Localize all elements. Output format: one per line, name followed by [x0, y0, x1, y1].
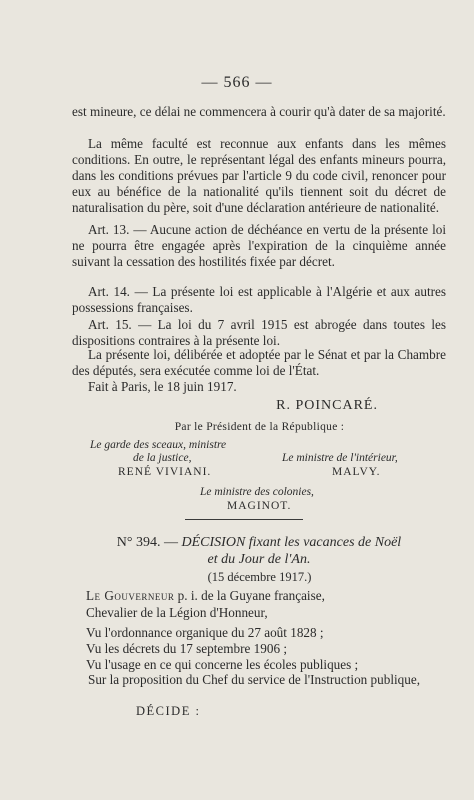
governor-line: [86, 588, 325, 604]
section-divider: [185, 519, 303, 520]
paragraph-children-faculty: [72, 136, 446, 216]
visa-usage: Vu l'usage en ce qui concerne les écoles publiques ;: [86, 657, 359, 672]
interior-minister-name: MALVY.: [332, 466, 381, 478]
decision-number: N° 394. —: [116, 535, 179, 550]
paragraph-text: La présente loi, délibérée et adoptée par le Sénat et par la Chambre des députés, sera exécutée comme loi de l'État.: [72, 347, 446, 378]
decision-heading: [72, 534, 446, 568]
paragraph-text: Art. 13. — Aucune action de déchéance en vertu de la présente loi ne pourra être engagée après l'expiration de la cinquième année suivant la cessation des hostilités fixée par décret.: [72, 222, 446, 269]
legion-honneur-line: Chevalier de la Légion d'Honneur,: [86, 605, 268, 620]
paragraph-article-15: [72, 317, 446, 349]
governor-title: Le Gouverneur: [86, 588, 175, 603]
colonies-minister-name: MAGINOT.: [227, 500, 292, 512]
paragraph-article-13: [72, 222, 446, 270]
paragraph-article-14: [72, 284, 446, 316]
decision-title-line-2: et du Jour de l'An.: [207, 552, 311, 567]
justice-minister-title-2: de la justice,: [133, 452, 192, 464]
paragraph-continuation: est mineure, ce délai ne commencera à courir qu'à dater de sa majorité.: [72, 104, 446, 119]
paragraph-text: Art. 15. — La loi du 7 avril 1915 est abrogée dans toutes les dispositions contraires à la présente loi.: [72, 317, 446, 348]
president-signature: R. POINCARÉ.: [276, 398, 378, 413]
visa-decrets: Vu les décrets du 17 septembre 1906 ;: [86, 641, 287, 656]
page-number: — 566 —: [201, 74, 273, 91]
governor-rest: p. i. de la Guyane française,: [174, 588, 325, 603]
decide-label: DÉCIDE :: [136, 704, 201, 718]
justice-minister-title-1: Le garde des sceaux, ministre: [90, 439, 227, 451]
paragraph-text: Art. 14. — La présente loi est applicable à l'Algérie et aux autres possessions françaises.: [72, 284, 446, 315]
by-president-line: Par le Président de la République :: [174, 421, 345, 433]
interior-minister-title: Le ministre de l'intérieur,: [282, 452, 398, 464]
decision-date: (15 décembre 1917.): [207, 570, 312, 584]
visa-ordonnance: Vu l'ordonnance organique du 27 août 1828 ;: [86, 625, 324, 640]
paragraph-text: La même faculté est reconnue aux enfants dans les mêmes conditions. En outre, le représentant légal des enfants mineurs pourra, dans les conditions prévues par l'article 9 du code civil, renoncer pour eux au bénéfice de la nationalité qu'ils tiennent soit du décret de naturalisation du père, soit d'une déclaration antérieure de nationalité.: [72, 136, 446, 215]
decision-title-line-1: DÉCISION fixant les vacances de Noël: [181, 535, 402, 550]
paragraph-place-date: [72, 379, 446, 395]
justice-minister-name: RENÉ VIVIANI.: [118, 466, 212, 478]
proposition-line: Sur la proposition du Chef du service de l'Instruction publique,: [88, 672, 421, 687]
colonies-minister-title: Le ministre des colonies,: [200, 486, 314, 498]
paragraph-execution: [72, 347, 446, 379]
paragraph-text: Fait à Paris, le 18 juin 1917.: [88, 379, 237, 394]
